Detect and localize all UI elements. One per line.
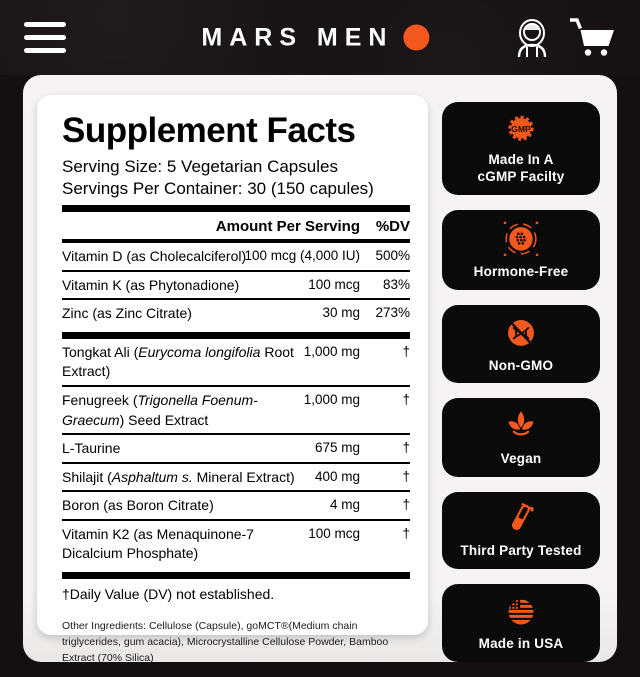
hormone-free-icon	[498, 219, 544, 259]
badge-non-gmo	[442, 305, 600, 383]
ingredient-name: Shilajit (Asphaltum s. Mineral Extract)	[62, 468, 295, 485]
divider-thick	[62, 332, 410, 339]
dv-value: †	[402, 391, 410, 407]
ingredient-name: Fenugreek (Trigonella Foenum-Graecum) Seed Extract	[62, 391, 258, 428]
dv-value: †	[402, 468, 410, 484]
table-row	[62, 339, 410, 387]
amount-value: 100 mcg (4,000 IU)	[244, 247, 360, 263]
astronaut-icon	[512, 17, 552, 59]
amount-value: 100 mcg	[308, 276, 360, 292]
badge-label: Made in USA	[478, 636, 564, 652]
divider-thick	[62, 572, 410, 579]
ingredient-name: Tongkat Ali (Eurycoma longifolia Root Extract)	[62, 343, 294, 380]
badge-label: Third Party Tested	[460, 542, 582, 558]
ingredient-name: Vitamin K (as Phytonadione)	[62, 276, 240, 293]
badge-label: Made In A cGMP Facilty	[477, 151, 565, 185]
daily-value-footnote: †Daily Value (DV) not established.	[62, 586, 275, 603]
dv-value: †	[402, 440, 410, 456]
non-gmo-icon	[499, 314, 543, 352]
dv-value: †	[402, 343, 410, 359]
table-row	[62, 435, 410, 464]
brand-name: MARS MEN	[201, 23, 394, 51]
amount-value: 1,000 mg	[303, 391, 360, 407]
gmp-seal-icon	[500, 111, 542, 146]
badge-third-party-tested	[442, 492, 600, 569]
other-ingredients: Other Ingredients: Cellulose (Capsule), goMCT®(Medium chain triglycerides, gum acacia), Microcrystalline Cellulose Powder, Bamboo Extract (70% Silica)	[62, 620, 389, 664]
table-row	[62, 521, 410, 567]
shopping-cart-icon	[568, 18, 616, 58]
badge-label: Vegan	[500, 451, 542, 467]
table-row	[62, 272, 410, 301]
dv-value: 273%	[375, 305, 410, 321]
dv-value: 83%	[382, 276, 410, 292]
ingredient-name: Boron (as Boron Citrate)	[62, 497, 214, 514]
table-header-row	[62, 214, 410, 239]
dv-value: †	[402, 525, 410, 541]
badge-cgmp	[442, 102, 600, 195]
badge-label: Hormone-Free	[473, 264, 569, 280]
servings-per-container: Servings Per Container: 30 (150 capules)	[62, 178, 374, 198]
amount-header: Amount Per Serving	[215, 217, 360, 235]
amount-value: 30 mg	[322, 305, 360, 321]
supplement-facts-panel	[37, 95, 428, 664]
table-row	[62, 464, 410, 493]
account-button[interactable]	[512, 17, 552, 59]
badge-hormone-free	[442, 210, 600, 290]
ingredient-name: Vitamin D (as Cholecalciferol)	[62, 247, 247, 264]
amount-value: 400 mg	[314, 468, 360, 484]
brand-logo[interactable]	[201, 23, 429, 52]
facts-title: Supplement Facts	[62, 111, 356, 150]
badge-label: Non-GMO	[488, 357, 554, 373]
table-row	[62, 300, 410, 327]
ingredient-name: L-Taurine	[62, 440, 121, 457]
badge-made-in-usa	[442, 584, 600, 662]
vegan-leaf-icon	[499, 407, 543, 445]
amount-value: 675 mg	[314, 440, 360, 456]
divider-thick	[62, 205, 410, 212]
amount-value: 1,000 mg	[303, 343, 360, 359]
dv-header: %DV	[375, 217, 410, 235]
usa-flag-icon	[499, 593, 543, 631]
dv-value: 500%	[375, 247, 410, 263]
svg-text:GMP: GMP	[511, 123, 531, 134]
dv-value: †	[402, 497, 410, 513]
table-row	[62, 387, 410, 435]
amount-value: 100 mcg	[308, 525, 360, 541]
badge-vegan	[442, 398, 600, 476]
ingredient-name: Vitamin K2 (as Menaquinone-7 Dicalcium Phosphate)	[62, 525, 254, 562]
brand-dot-icon	[403, 25, 429, 51]
product-image-card	[23, 75, 617, 662]
badge-list	[442, 102, 600, 662]
table-row	[62, 243, 410, 272]
table-row	[62, 492, 410, 521]
hamburger-menu-icon[interactable]	[24, 22, 66, 53]
test-tube-icon	[500, 501, 542, 537]
amount-value: 4 mg	[329, 497, 360, 513]
nav-bar	[0, 0, 640, 75]
cart-button[interactable]	[568, 18, 616, 58]
serving-size: Serving Size: 5 Vegetarian Capsules	[62, 156, 338, 176]
ingredient-name: Zinc (as Zinc Citrate)	[62, 305, 192, 322]
